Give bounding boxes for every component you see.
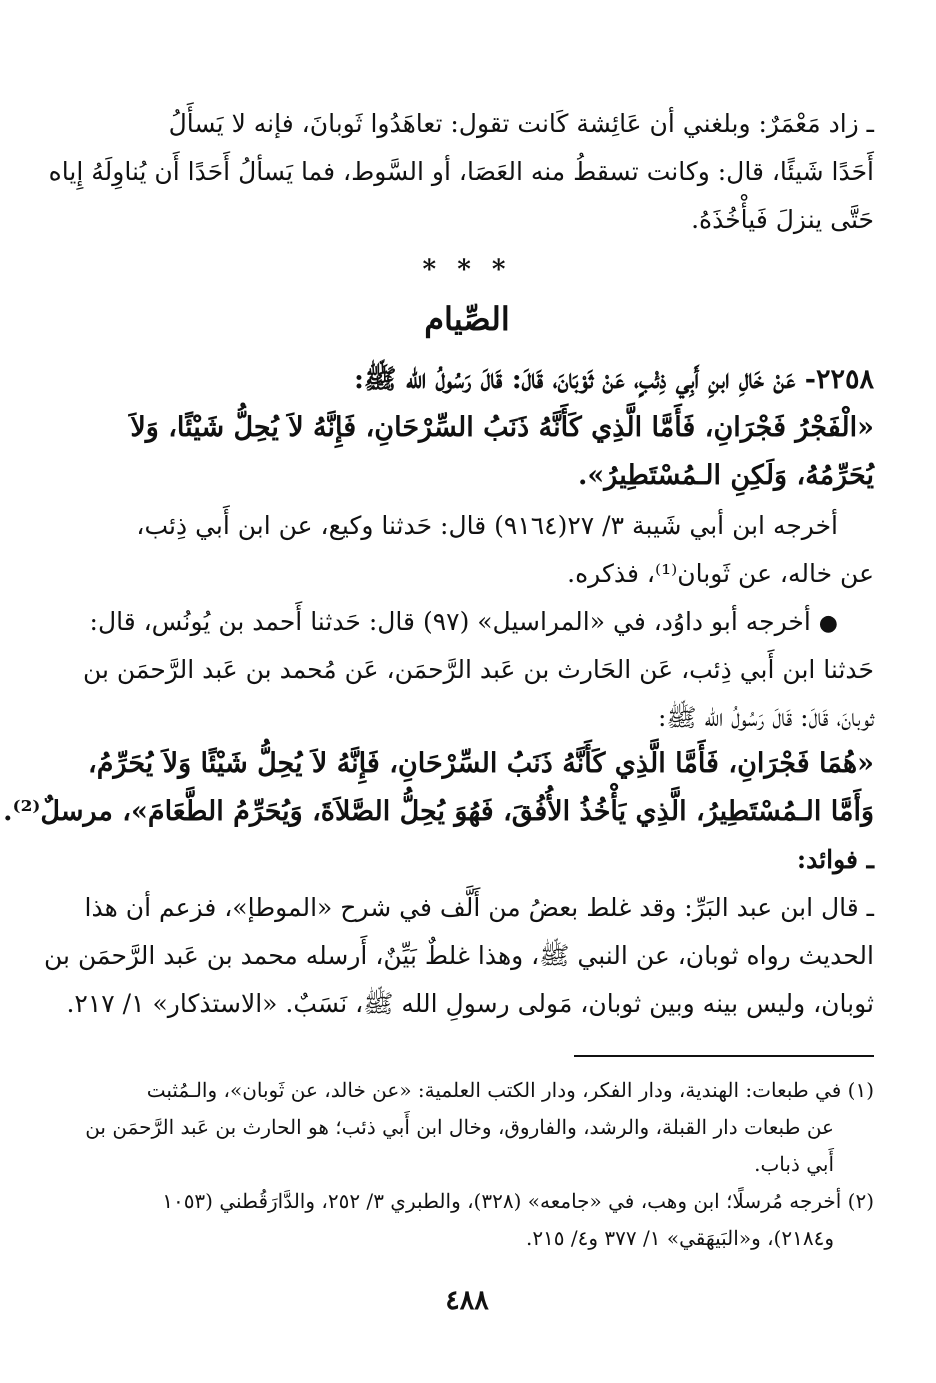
fawaid-section — [44, 836, 874, 1028]
text-line: الحديث رواه ثوبان، عن النبي ﷺ، وهذا غلطٌ بَيِّنٌ، أَرسله محمد بن عَبد الرَّحمَن بن — [44, 941, 874, 970]
intro-paragraph — [48, 100, 874, 244]
footnote-line: عن طبعات دار القبلة، والرشد، والفاروق، وخال ابن أَبي ذئب؛ هو الحارث بن عَبد الرَّحمَن بن — [85, 1115, 834, 1139]
text-line-content: أخرجه أبو داوُد، في «المراسيل» (٩٧) قال: حَدثنا أَحمد بن يُونُس، قال: — [89, 607, 811, 636]
footnote-line: أَبي ذباب. — [754, 1152, 834, 1176]
section-title: الصِّيام — [424, 300, 510, 338]
text-line: ـ زاد مَعْمَرٌ: وبلغني أن عَائِشة كَانت تقول: تعاهَدُوا ثَوبانَ، فإنه لا يَسأَلُ — [168, 109, 874, 138]
footnote-line: (٢) أخرجه مُرسلًا؛ ابن وهب، في «جامعه» (٣٢٨)، والطبري ٣/ ٢٥٢، والدَّارَقُطني (١٠٥٣ — [162, 1189, 874, 1213]
takhrij-bullet-paragraph — [60, 598, 874, 742]
text-line: حَتَّى ينزلَ فَيأْخُذَهُ. — [691, 205, 874, 234]
hadith-line: يُحَرِّمُهُ، وَلَكِنِ الـمُسْتَطِيرُ». — [578, 460, 874, 491]
hadith-line: وَأَمَّا الـمُسْتَطِيرُ، الَّذِي يَأْخُذُ الأُفُقَ، فَهُوَ يُحِلُّ الصَّلاَةَ، وَيُحَرِّمُ الطَّعَامَ»، مرسلٌ⁽²⁾. — [3, 796, 874, 827]
footnote-line: و٢١٨٤)، و«البَيهَقي» ١/ ٣٧٧ و٤/ ٢١٥. — [525, 1226, 834, 1250]
takhrij-paragraph — [60, 502, 874, 598]
text-line: عن خاله، عن ثَوبان⁽¹⁾، فذكره. — [567, 559, 874, 588]
section-separator: * * * — [422, 255, 512, 285]
hadith-paragraph — [60, 356, 874, 500]
footnote-divider — [574, 1055, 874, 1057]
text-line: ثوبانَ، قَالَ: قَالَ رَسُولُ الله ﷺ: — [657, 703, 874, 732]
footnote-line: (١) في طبعات: الهندية، ودار الفكر، ودار الكتب العلمية: «عن خالد، عن ثَوبان»، والـمُثبت — [146, 1078, 874, 1102]
text-line: ثوبان، وليس بينه وبين ثوبان، مَولى رسولِ الله ﷺ، نَسَبٌ. «الاستذكار» ١/ ٢١٧. — [66, 989, 874, 1018]
hadith-line: «هُمَا فَجْرَانِ، فَأَمَّا الَّذِي كَأَنَّهُ ذَنَبُ السِّرْحَانِ، فَإِنَّهُ لاَ يُحِلُّ شَيْئًا وَلاَ يُحَرِّمُ، — [88, 748, 874, 779]
page-number: ٤٨٨ — [445, 1285, 489, 1316]
footnote-2 — [60, 1183, 874, 1257]
hadith-mursal-paragraph — [3, 740, 874, 836]
bullet-icon: ● — [818, 611, 838, 636]
text-line: حَدثنا ابن أَبي ذِئب، عَن الحَارث بن عَبد الرَّحمَن، عَن مُحمد بن عَبد الرَّحمَن بن — [82, 655, 874, 684]
footnotes — [60, 1072, 874, 1257]
fawaid-heading: ـ فوائد: — [796, 845, 874, 874]
book-page — [3, 0, 874, 1383]
text-line: أَحَدًا شَيئًا، قال: وكانت تسقطُ منه العَصَا، أو السَّوط، فما يَسألُ أَحَدًا أَن يُناوِلَهُ إِياه — [48, 157, 874, 186]
hadith-line: «الْفَجْرُ فَجْرَانِ، فَأَمَّا الَّذِي كَأَنَّهُ ذَنَبُ السِّرْحَانِ، فَإِنَّهُ لاَ يُحِلُّ شَيْئًا، وَلاَ — [130, 412, 874, 443]
text-line: أخرجه ابن أبي شَيبة ٣/ ٢٧(٩١٦٤) قال: حَدثنا وكيع، عن ابن أَبي ذِئب، — [136, 511, 838, 540]
text-line: ـ قال ابن عبد البَرِّ: وقد غلط بعضُ من أَلَّف في شرح «الموطإ»، فزعم أن هذا — [84, 893, 874, 922]
hadith-line: ٢٢٥٨- عَنْ خَالِ ابنِ أَبِي ذِئْبٍ، عَنْ ثَوْبَانَ، قَالَ: قَالَ رَسُولُ الله ﷺ: — [353, 364, 874, 395]
text-line — [60, 598, 874, 646]
footnote-1 — [60, 1072, 874, 1183]
